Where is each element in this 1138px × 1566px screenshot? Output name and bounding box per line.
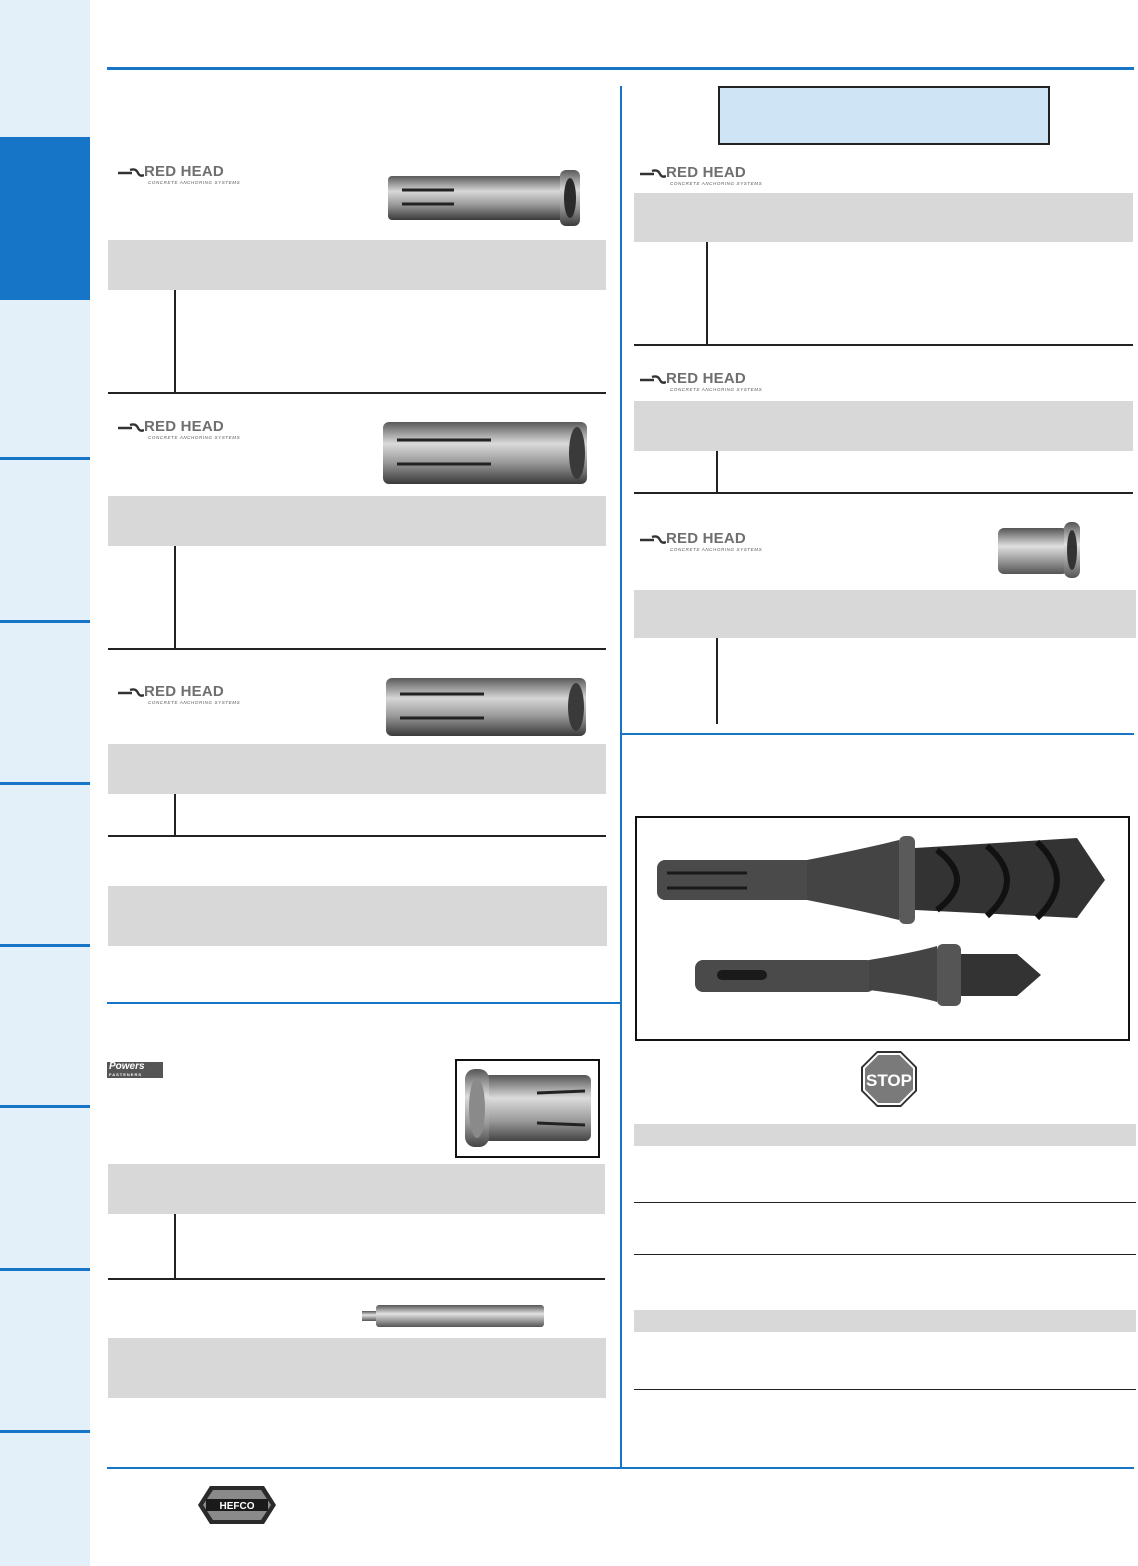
section-tab-strip (0, 0, 90, 1566)
brand-tagline: CONCRETE ANCHORING SYSTEMS (670, 181, 763, 186)
table-bottom-rule (634, 344, 1133, 346)
active-section-tab[interactable] (0, 137, 90, 300)
hefco-logo-text: HEFCO (219, 1501, 255, 1512)
brand-tagline: CONCRETE ANCHORING SYSTEMS (148, 435, 241, 440)
notes-bar (108, 886, 607, 946)
table-bottom-rule (634, 492, 1133, 494)
product-spec-bar (108, 240, 606, 290)
drop-in-anchor-photo (384, 168, 584, 228)
red-head-logo-icon (640, 164, 763, 192)
callout-box (718, 86, 1050, 145)
product-spec-bar (108, 496, 606, 546)
brand-name: RED HEAD (666, 164, 746, 181)
powers-logo-icon (107, 1062, 163, 1078)
stop-sign-text: STOP (866, 1071, 912, 1090)
tab-divider (0, 1430, 90, 1433)
table-column-line (174, 546, 176, 649)
table-row-rule (634, 1254, 1136, 1255)
tab-divider (0, 944, 90, 947)
stop-drill-bits-photo-frame (635, 816, 1130, 1041)
table-column-line (174, 290, 176, 393)
setting-tool-bar (108, 1338, 606, 1398)
product-spec-bar (108, 744, 606, 794)
brand-name: RED HEAD (144, 163, 224, 180)
tab-divider (0, 1268, 90, 1271)
table-bottom-rule (108, 1278, 605, 1280)
product-spec-bar (108, 1164, 605, 1214)
brand-tagline: CONCRETE ANCHORING SYSTEMS (670, 547, 763, 552)
coil-anchor-photo (994, 520, 1086, 580)
stop-sign-icon (860, 1050, 918, 1108)
tab-divider (0, 457, 90, 460)
brand-name: Powers (109, 1062, 145, 1072)
column-divider (620, 86, 622, 1468)
footer-rule (107, 1467, 1134, 1469)
drop-in-anchor-photo (384, 674, 590, 740)
red-head-logo-icon (118, 683, 241, 711)
brand-name: RED HEAD (144, 683, 224, 700)
red-head-logo-icon (118, 418, 241, 446)
brand-tagline: CONCRETE ANCHORING SYSTEMS (670, 387, 763, 392)
table-column-line (174, 794, 176, 836)
red-head-logo-icon (640, 530, 763, 558)
tab-divider (0, 620, 90, 623)
brand-tagline: CONCRETE ANCHORING SYSTEMS (148, 700, 241, 705)
brand-name: RED HEAD (666, 370, 746, 387)
setting-tool-photo (362, 1303, 546, 1329)
table-header-bar (634, 1310, 1136, 1332)
tab-divider (0, 1105, 90, 1108)
hefco-logo-icon (196, 1484, 278, 1526)
table-bottom-rule (108, 648, 606, 650)
stop-drill-bits-photo (637, 818, 1128, 1039)
flush-anchor-photo-frame (455, 1059, 600, 1158)
table-bottom-rule (108, 392, 606, 394)
table-column-line (706, 242, 708, 345)
brand-name: RED HEAD (666, 530, 746, 547)
red-head-logo-icon (640, 370, 763, 398)
table-column-line (174, 1214, 176, 1279)
brand-tagline: CONCRETE ANCHORING SYSTEMS (148, 180, 241, 185)
product-spec-bar (634, 590, 1136, 638)
table-bottom-rule (108, 835, 606, 837)
red-head-logo-icon (118, 163, 241, 191)
brand-tagline: FASTENERS (109, 1072, 143, 1077)
product-spec-bar (634, 401, 1133, 451)
table-column-line (716, 451, 718, 493)
product-spec-bar (634, 193, 1133, 242)
tab-divider (0, 782, 90, 785)
right-section-rule (622, 733, 1134, 735)
left-section-rule (107, 1002, 621, 1004)
header-rule (107, 67, 1134, 70)
table-row-rule (634, 1389, 1136, 1390)
table-row-rule (634, 1202, 1136, 1203)
flush-anchor-photo (457, 1061, 598, 1156)
brand-name: RED HEAD (144, 418, 224, 435)
drop-in-anchor-photo (381, 418, 591, 488)
table-header-bar (634, 1124, 1136, 1146)
table-column-line (716, 638, 718, 724)
